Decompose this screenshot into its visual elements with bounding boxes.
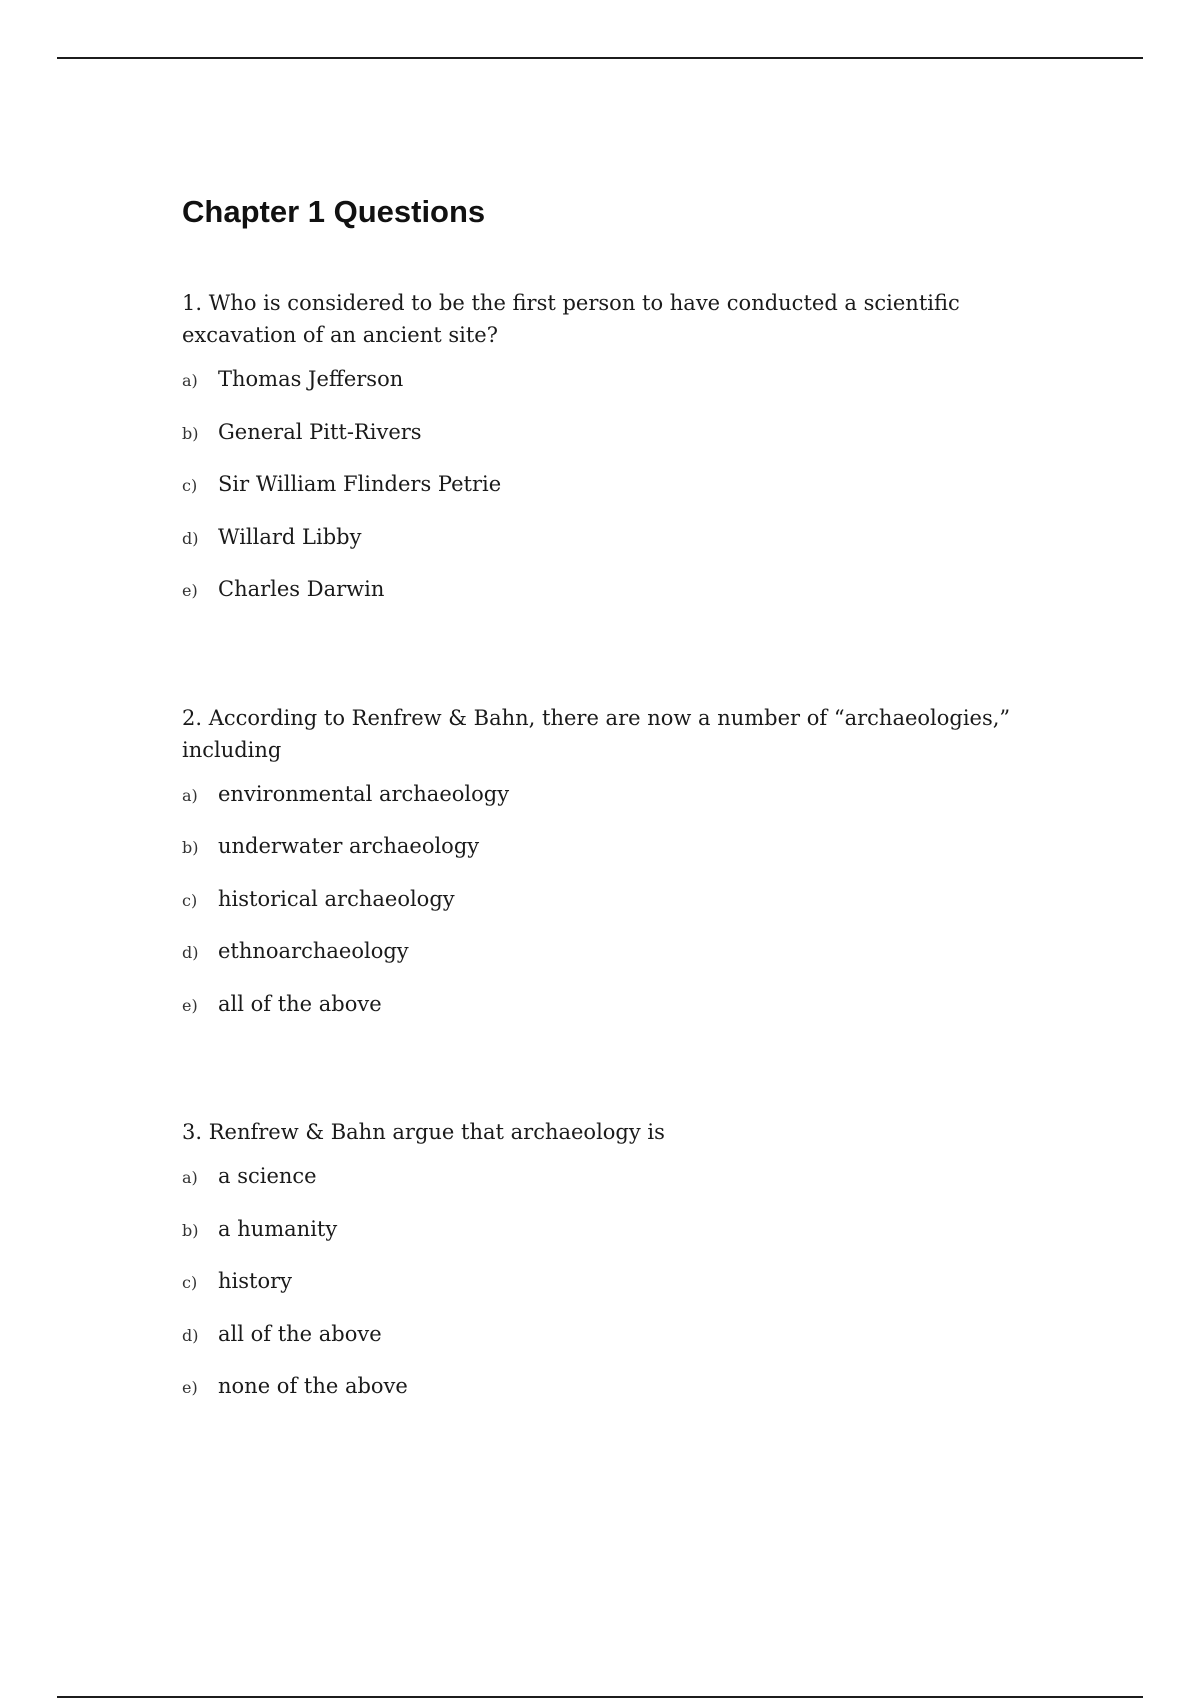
option-e bbox=[182, 1374, 1062, 1427]
option-text: General Pitt-Rivers bbox=[218, 419, 422, 444]
question-3 bbox=[182, 1116, 1062, 1427]
option-text: ethnoarchaeology bbox=[218, 939, 409, 963]
option-letter: e) bbox=[182, 581, 198, 600]
option-b bbox=[182, 420, 1062, 473]
page-content bbox=[182, 192, 1062, 1499]
option-a bbox=[182, 782, 1062, 835]
option-letter: b) bbox=[182, 423, 199, 443]
option-d bbox=[182, 525, 1062, 578]
option-c bbox=[182, 887, 1062, 940]
option-b bbox=[182, 1217, 1062, 1270]
option-letter: e) bbox=[182, 1378, 198, 1397]
option-a bbox=[182, 367, 1062, 420]
bottom-rule bbox=[57, 1696, 1143, 1698]
option-b bbox=[182, 834, 1062, 887]
answer-options bbox=[182, 367, 1062, 630]
option-c bbox=[182, 1269, 1062, 1322]
option-d bbox=[182, 1322, 1062, 1375]
question-2 bbox=[182, 702, 1062, 1045]
option-text: Sir William Flinders Petrie bbox=[218, 472, 502, 496]
option-letter: a) bbox=[182, 371, 198, 390]
chapter-title: Chapter 1 Questions bbox=[182, 194, 486, 229]
option-letter: c) bbox=[182, 890, 198, 910]
option-d bbox=[182, 939, 1062, 992]
option-e bbox=[182, 577, 1062, 630]
option-a bbox=[182, 1164, 1062, 1217]
option-text: Thomas Jefferson bbox=[218, 367, 404, 391]
option-text: historical archaeology bbox=[218, 886, 455, 911]
answer-options bbox=[182, 1164, 1062, 1427]
top-rule bbox=[57, 57, 1143, 59]
option-text: Charles Darwin bbox=[218, 577, 385, 601]
option-text: Willard Libby bbox=[218, 524, 362, 549]
option-text: history bbox=[218, 1269, 293, 1293]
answer-options bbox=[182, 782, 1062, 1045]
option-c bbox=[182, 472, 1062, 525]
question-text: 1. Who is considered to be the first person to have conducted a scientific excavation of an ancient site? bbox=[182, 291, 960, 347]
option-text: a humanity bbox=[218, 1216, 338, 1241]
option-letter: c) bbox=[182, 1273, 198, 1292]
option-text: all of the above bbox=[218, 1321, 382, 1346]
option-letter: a) bbox=[182, 1168, 198, 1187]
option-text: underwater archaeology bbox=[218, 834, 480, 858]
option-text: all of the above bbox=[218, 991, 382, 1016]
option-text: none of the above bbox=[218, 1374, 408, 1398]
option-letter: b) bbox=[182, 1220, 199, 1240]
option-letter: d) bbox=[182, 943, 199, 962]
option-letter: c) bbox=[182, 476, 198, 495]
option-letter: b) bbox=[182, 838, 199, 857]
option-letter: d) bbox=[182, 1325, 199, 1345]
question-1 bbox=[182, 287, 1062, 630]
option-e bbox=[182, 992, 1062, 1045]
option-letter: a) bbox=[182, 785, 198, 805]
option-text: environmental archaeology bbox=[218, 781, 510, 806]
option-text: a science bbox=[218, 1164, 317, 1188]
question-text: 3. Renfrew & Bahn argue that archaeology is bbox=[182, 1120, 665, 1144]
option-letter: e) bbox=[182, 995, 198, 1015]
option-letter: d) bbox=[182, 528, 199, 548]
question-text: 2. According to Renfrew & Bahn, there are now a number of “archaeologies,” including bbox=[182, 705, 1011, 762]
